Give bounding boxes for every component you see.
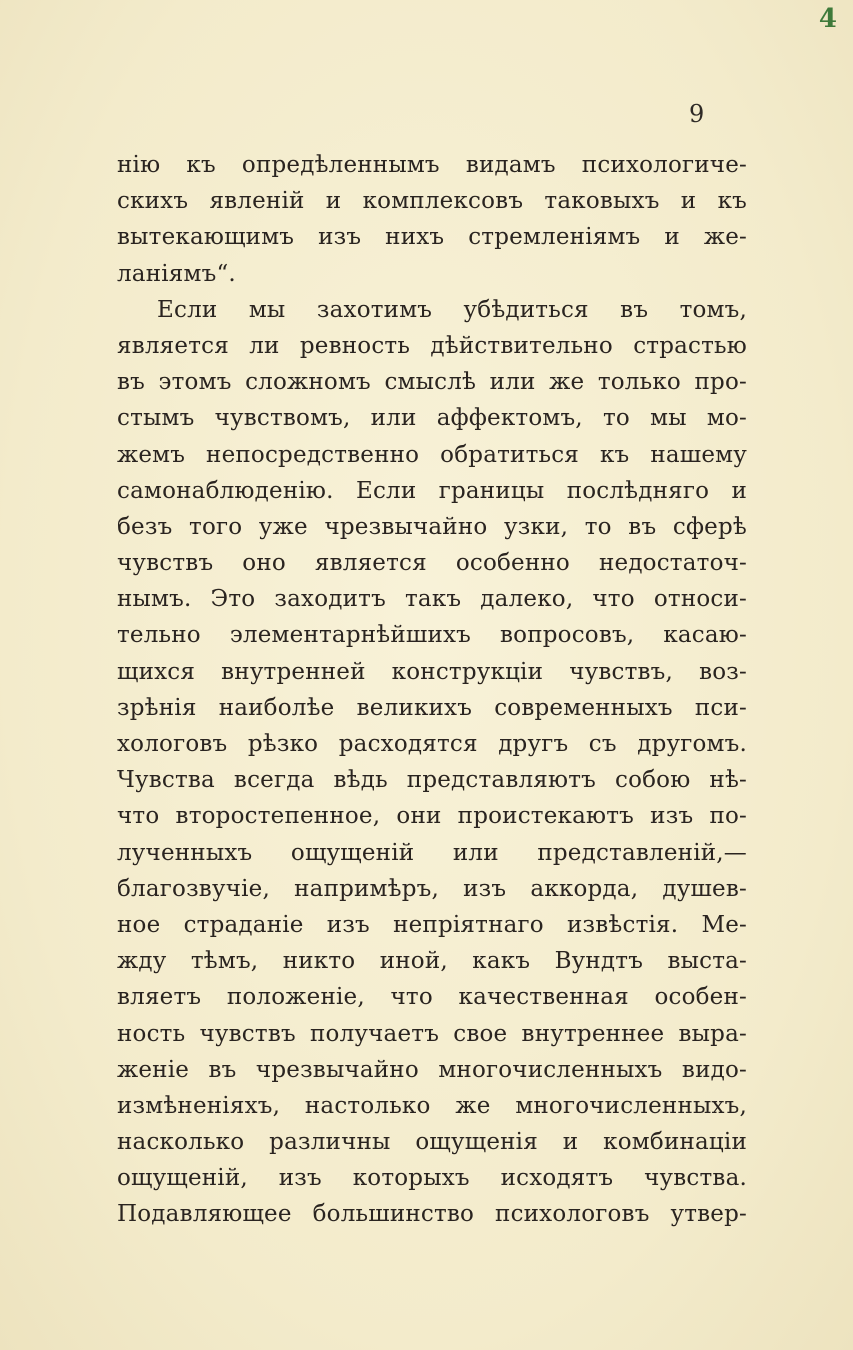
text-line: благозвучіе, напримѣръ, изъ аккорда, душев- <box>117 875 747 902</box>
body-text <box>117 147 747 1233</box>
text-line: ланіямъ“. <box>117 260 236 287</box>
text-line: ность чувствъ получаетъ свое внутреннее выра- <box>117 1020 747 1047</box>
text-line: жемъ непосредственно обратиться къ нашему <box>117 441 747 468</box>
text-line: нію къ опредѣленнымъ видамъ психологиче- <box>117 152 747 178</box>
text-line: вляетъ положеніе, что качественная особен- <box>117 984 747 1011</box>
text-line: насколько различны ощущенія и комбинаціи <box>117 1129 747 1156</box>
text-line: лученныхъ ощущеній или представленій,— <box>117 839 747 866</box>
text-line: Чувства всегда вѣдь представляютъ собою нѣ- <box>117 767 747 794</box>
text-line: тельно элементарнѣйшихъ вопросовъ, касаю- <box>117 622 747 649</box>
text-line: ощущеній, изъ которыхъ исходятъ чувства. <box>117 1165 747 1192</box>
text-line: жду тѣмъ, никто иной, какъ Вундтъ выста- <box>117 948 747 975</box>
library-stamp-mark: 4 <box>818 4 837 34</box>
paragraph-start-line: Если мы захотимъ убѣдиться въ томъ, <box>157 296 747 323</box>
text-line: является ли ревность дѣйствительно страстью <box>117 332 747 359</box>
text-line: скихъ явленій и комплексовъ таковыхъ и къ <box>117 188 747 215</box>
page-number: 9 <box>689 100 705 128</box>
text-line: зрѣнія наиболѣе великихъ современныхъ пси- <box>117 694 747 721</box>
text-line: самонаблюденію. Если границы послѣдняго и <box>117 477 747 504</box>
text-line: въ этомъ сложномъ смыслѣ или же только про- <box>117 369 747 396</box>
text-line: что второстепенное, они проистекаютъ изъ по- <box>117 803 747 830</box>
text-line: измѣненіяхъ, настолько же многочисленныхъ, <box>117 1092 747 1119</box>
text-line: вытекающимъ изъ нихъ стремленіямъ и же- <box>117 224 747 251</box>
text-line: ное страданіе изъ непріятнаго извѣстія. Ме- <box>117 911 747 938</box>
text-line: чувствъ оно является особенно недостаточ- <box>117 550 747 577</box>
text-line: женіе въ чрезвычайно многочисленныхъ видо- <box>117 1056 747 1083</box>
text-line: хологовъ рѣзко расходятся другъ съ другомъ. <box>117 731 747 757</box>
text-line: стымъ чувствомъ, или аффектомъ, то мы мо- <box>117 405 747 432</box>
text-line: Подавляющее большинство психологовъ утвер- <box>117 1201 747 1228</box>
text-line: нымъ. Это заходитъ такъ далеко, что относи- <box>117 586 747 613</box>
text-line: безъ того уже чрезвычайно узки, то въ сферѣ <box>117 513 747 540</box>
text-line: щихся внутренней конструкціи чувствъ, воз- <box>117 658 747 685</box>
